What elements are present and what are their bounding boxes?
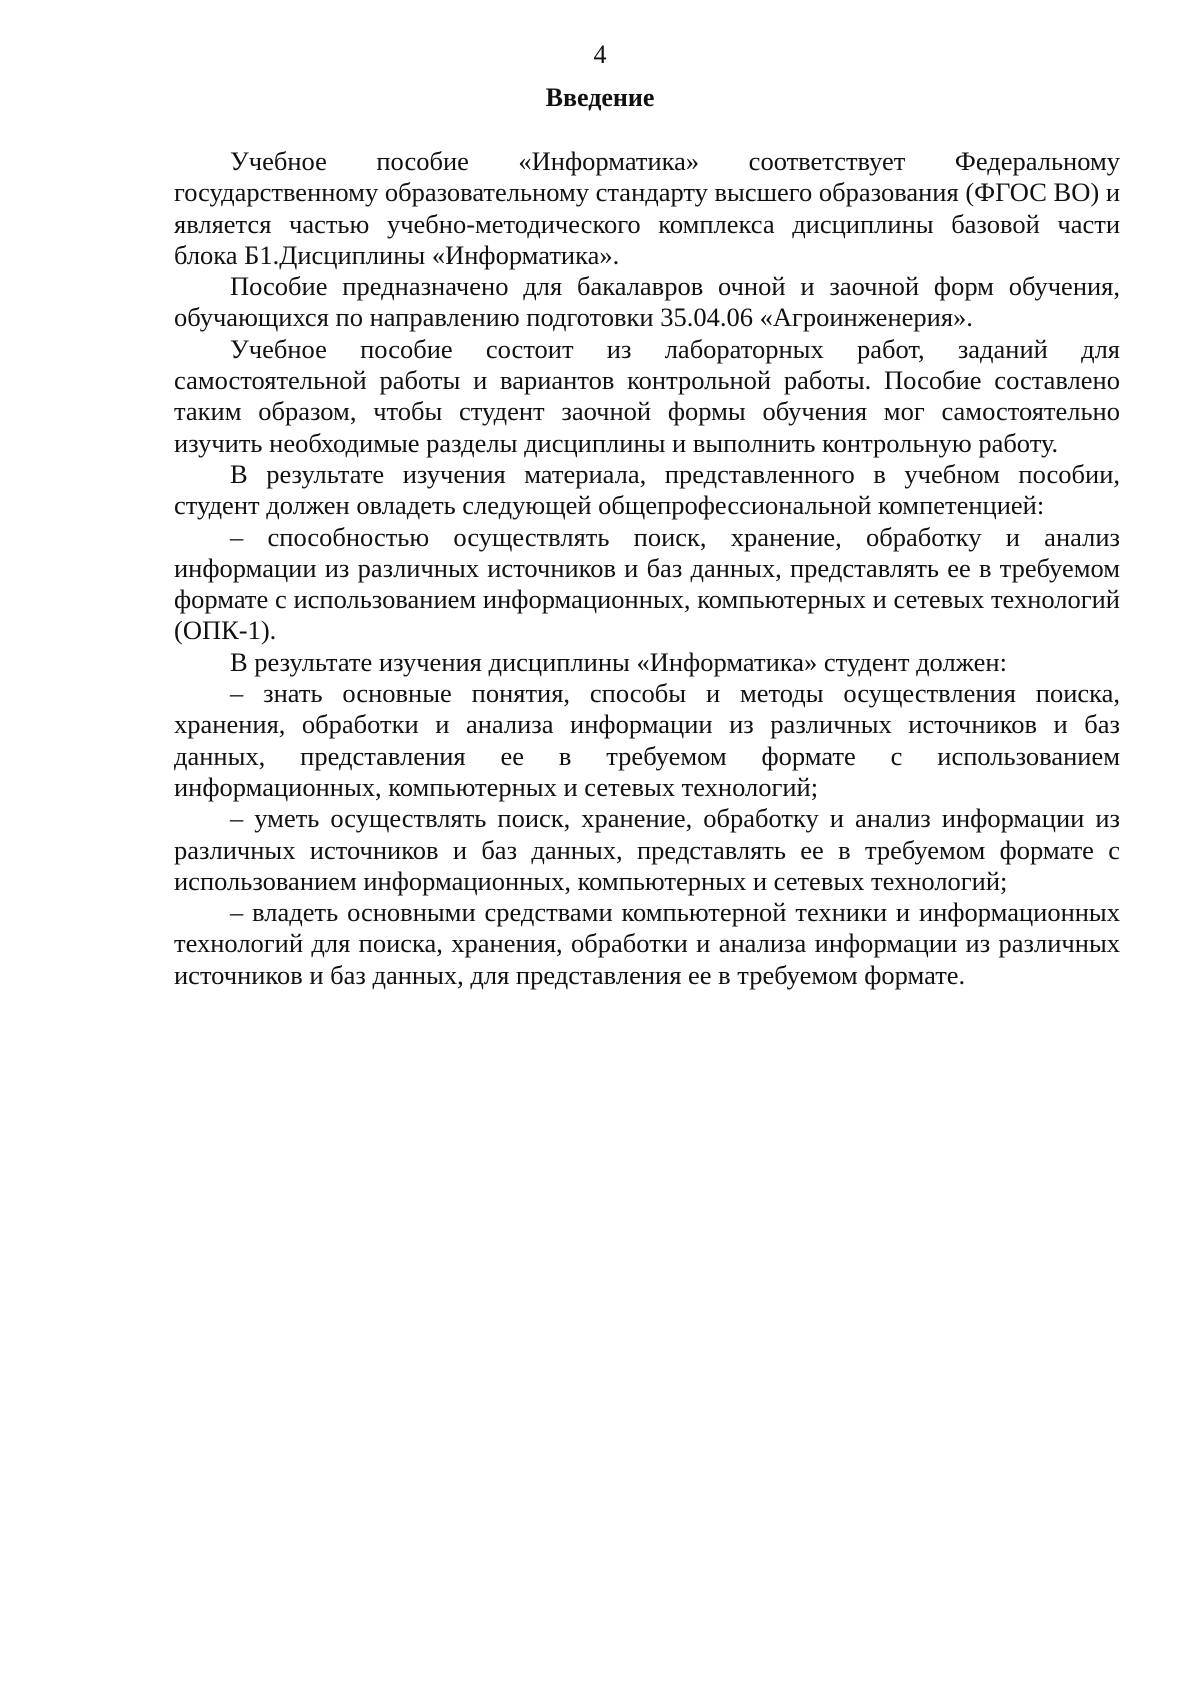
document-body (174, 146, 1120, 991)
paragraph-structure: Учебное пособие состоит из лабораторных работ, заданий для самостоятельной работы и вариантов контрольной работы. Пособие составлено таким образом, чтобы студент заочной формы обучения мог самостоятельно изучить необходимые разделы дисциплины и выполнить контрольную работу. (174, 333, 1120, 458)
page-number: 4 (593, 40, 607, 69)
paragraph-competence-intro: В результате изучения материала, представленного в учебном пособии, студент должен овладеть следующей общепрофессиональной компетенцией: (174, 458, 1120, 521)
paragraph-audience: Пособие предназначено для бакалавров очной и заочной форм обучения, обучающихся по направлению подготовки 35.04.06 «Агроинженерия». (174, 271, 1120, 333)
section-heading: Введение (545, 83, 655, 112)
list-item-master: – владеть основными средствами компьютерной техники и информационных технологий для поиска, хранения, обработки и анализа информации из различных источников и баз данных, для представления ее в требуемом формате. (174, 897, 1120, 990)
list-item-competence: – способностью осуществлять поиск, хранение, обработку и анализ информации из различных источников и баз данных, представлять ее в требуемом формате с использованием информационных, компьютерных и сетевых технологий (ОПК-1). (174, 521, 1120, 646)
list-item-able: – уметь осуществлять поиск, хранение, обработку и анализ информации из различных источников и баз данных, представлять ее в требуемом формате с использованием информационных, компьютерных и сетевых технологий; (174, 803, 1120, 896)
paragraph-intro: Учебное пособие «Информатика» соответствует Федеральному государственному образовательному стандарту высшего образования (ФГОС ВО) и является частью учебно-методического комплекса дисциплины базовой части блока Б1.Дисциплины «Информатика». (174, 146, 1120, 270)
list-item-know: – знать основные понятия, способы и методы осуществления поиска, хранения, обработки и анализа информации из различных источников и баз данных, представления ее в требуемом формате с использованием информационных, компьютерных и сетевых технологий; (174, 678, 1120, 802)
paragraph-outcomes-intro: В результате изучения дисциплины «Информатика» студент должен: (230, 646, 1007, 677)
